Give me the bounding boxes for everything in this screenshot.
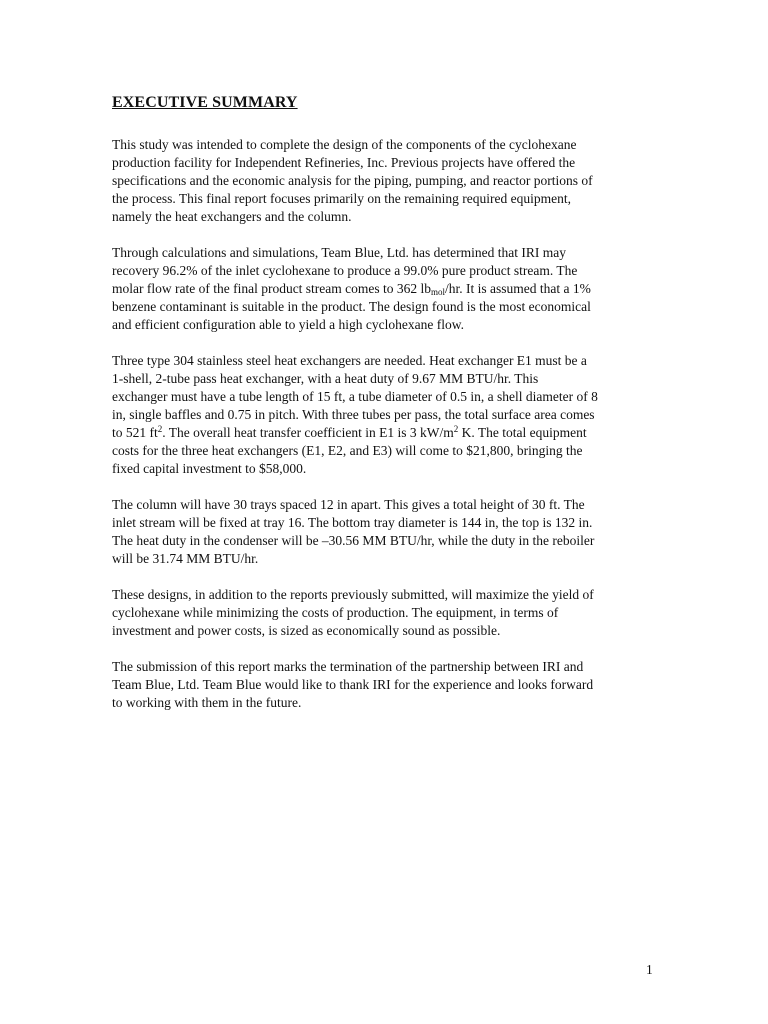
text-line: Team Blue, Ltd. Team Blue would like to thank IRI for the experience and looks forward xyxy=(112,677,594,692)
text-line: The submission of this report marks the termination of the partnership between IRI and xyxy=(112,659,584,674)
superscript-text: 2 xyxy=(453,424,459,434)
text-line: costs for the three heat exchangers (E1, E2, and E3) will come to $21,800, bringing the xyxy=(112,443,583,458)
text-fragment: . The overall heat transfer coefficient in E1 is 3 kW/m xyxy=(162,425,454,440)
text-line: Through calculations and simulations, Team Blue, Ltd. has determined that IRI may xyxy=(112,245,566,260)
text-line: to working with them in the future. xyxy=(112,695,302,710)
text-line: Three type 304 stainless steel heat exchangers are needed. Heat exchanger E1 must be a xyxy=(112,353,587,368)
document-body xyxy=(112,94,660,730)
paragraph-heat-exchangers xyxy=(112,352,660,478)
text-line: and efficient configuration able to yield a high cyclohexane flow. xyxy=(112,317,464,332)
text-line: in, single baffles and 0.75 in pitch. With three tubes per pass, the total surface area comes xyxy=(112,407,595,422)
text-line: inlet stream will be fixed at tray 16. The bottom tray diameter is 144 in, the top is 132 in. xyxy=(112,515,593,530)
text-line: benzene contaminant is suitable in the product. The design found is the most economical xyxy=(112,299,591,314)
text-line: recovery 96.2% of the inlet cyclohexane to produce a 99.0% pure product stream. The xyxy=(112,263,578,278)
text-line: fixed capital investment to $58,000. xyxy=(112,461,307,476)
paragraph-closing xyxy=(112,658,660,712)
text-line: 1-shell, 2-tube pass heat exchanger, with a heat duty of 9.67 MM BTU/hr. This xyxy=(112,371,539,386)
paragraph-conclusion xyxy=(112,586,660,640)
text-line: the process. This final report focuses primarily on the remaining required equipment, xyxy=(112,191,571,206)
text-line: exchanger must have a tube length of 15 ft, a tube diameter of 0.5 in, a shell diameter of 8 xyxy=(112,389,598,404)
text-fragment: /hr. It is assumed that a 1% xyxy=(445,281,591,296)
paragraph-results xyxy=(112,244,660,334)
text-line: The column will have 30 trays spaced 12 in apart. This gives a total height of 30 ft. The xyxy=(112,497,585,512)
text-line: This study was intended to complete the design of the components of the cyclohexane xyxy=(112,137,577,152)
superscript-text: 2 xyxy=(157,424,163,434)
paragraph-intro xyxy=(112,136,660,226)
section-title: EXECUTIVE SUMMARY xyxy=(112,94,298,111)
text-line: will be 31.74 MM BTU/hr. xyxy=(112,551,259,566)
text-line: cyclohexane while minimizing the costs of production. The equipment, in terms of xyxy=(112,605,559,620)
text-line: namely the heat exchangers and the column. xyxy=(112,209,352,224)
paragraph-column xyxy=(112,496,660,568)
subscript-text: mol xyxy=(431,287,446,297)
text-line: production facility for Independent Refineries, Inc. Previous projects have offered the xyxy=(112,155,576,170)
text-fragment: to 521 ft xyxy=(112,425,158,440)
text-line: These designs, in addition to the reports previously submitted, will maximize the yield of xyxy=(112,587,594,602)
page-number: 1 xyxy=(646,962,653,977)
text-fragment: molar flow rate of the final product stream comes to 362 lb xyxy=(112,281,432,296)
text-line: investment and power costs, is sized as economically sound as possible. xyxy=(112,623,501,638)
text-line-with-superscript xyxy=(112,424,660,442)
text-fragment: K. The total equipment xyxy=(458,425,587,440)
text-line: The heat duty in the condenser will be –30.56 MM BTU/hr, while the duty in the reboiler xyxy=(112,533,595,548)
text-line-with-subscript xyxy=(112,280,660,298)
text-line: specifications and the economic analysis for the piping, pumping, and reactor portions of xyxy=(112,173,593,188)
